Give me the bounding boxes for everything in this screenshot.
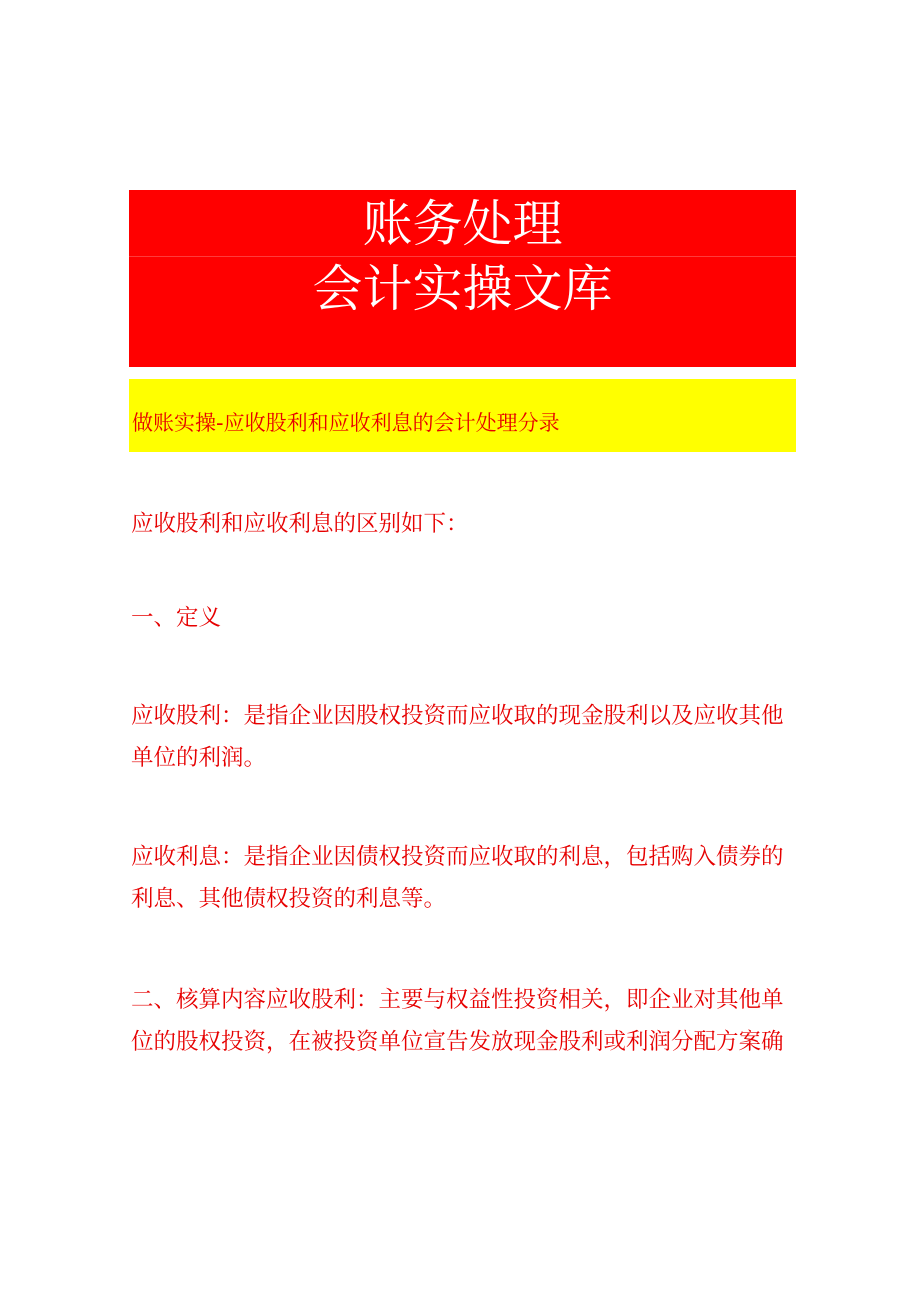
interest-definition-paragraph: 应收利息：是指企业因债权投资而应收取的利息，包括购入债券的利息、其他债权投资的利息等。 (131, 844, 784, 912)
title-line-1: 账务处理 (362, 195, 563, 253)
definition-heading: 一、定义 (131, 605, 222, 631)
title-line-2: 会计实操文库 (312, 260, 613, 318)
accounting-content-paragraph: 二、核算内容应收股利：主要与权益性投资相关，即企业对其他单位的股权投资，在被投资单位宣告发放现金股利或利润分配方案确 (131, 987, 784, 1055)
subtitle-banner (129, 379, 796, 452)
title-banner (129, 190, 796, 367)
dividend-definition-paragraph: 应收股利：是指企业因股权投资而应收取的现金股利以及应收其他单位的利润。 (131, 703, 784, 771)
intro-paragraph: 应收股利和应收利息的区别如下： (131, 511, 469, 537)
subtitle-text: 做账实操-应收股利和应收利息的会计处理分录 (132, 411, 560, 435)
